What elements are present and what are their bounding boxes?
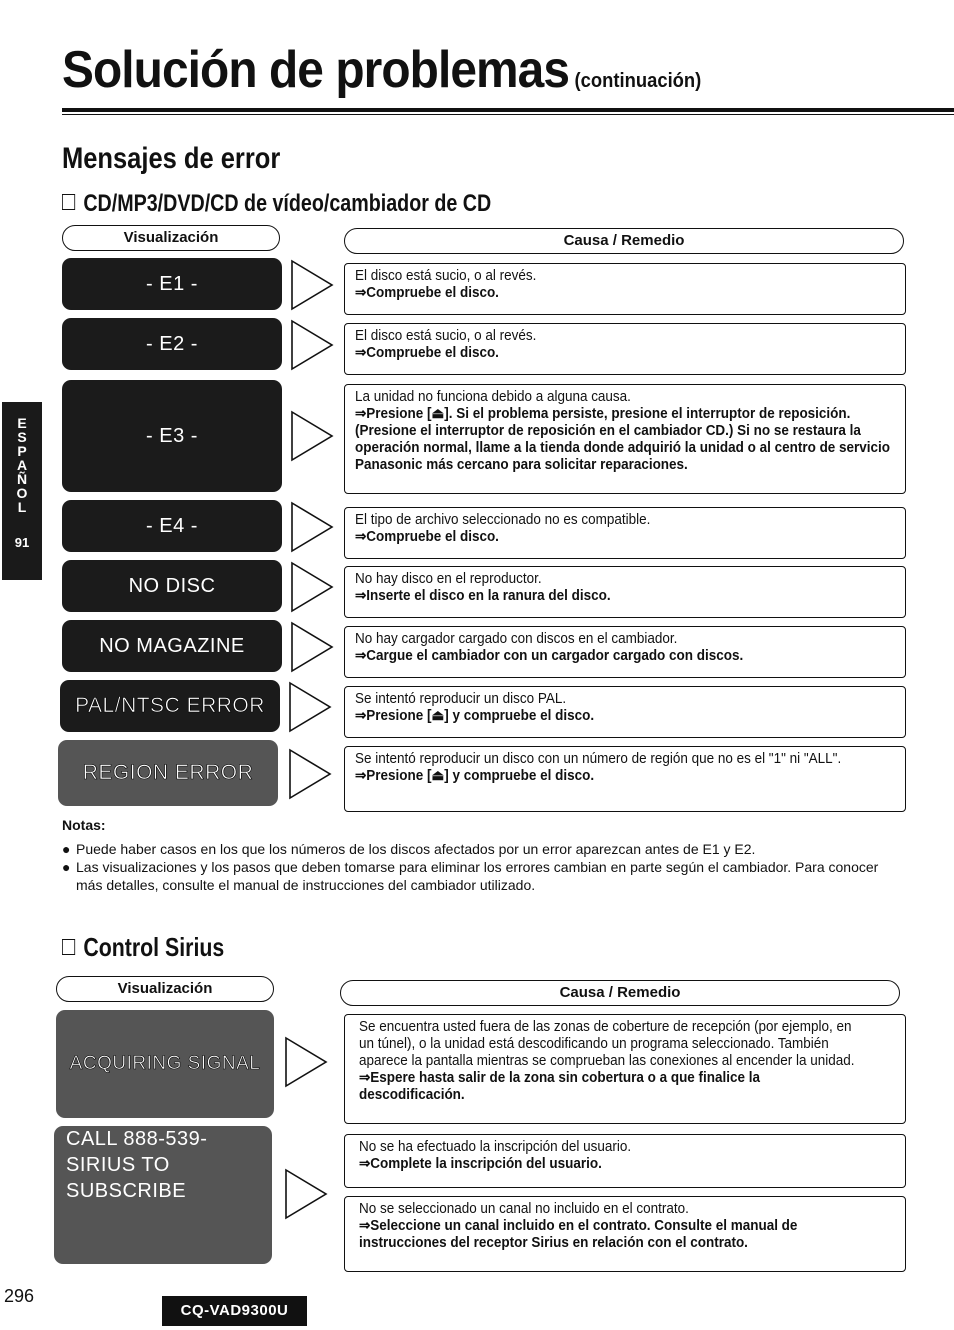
display-line: SUBSCRIBE bbox=[66, 1180, 187, 1202]
model-badge: CQ-VAD9300U bbox=[162, 1296, 307, 1326]
display-line: SIRIUS TO bbox=[66, 1154, 170, 1176]
checkbox-square-icon bbox=[62, 194, 75, 210]
cause-text: Se intentó reproducir un disco PAL. bbox=[355, 691, 567, 707]
column-header-cause: Causa / Remedio bbox=[344, 228, 904, 254]
remedy-text: ⇒Presione [⏏] y compruebe el disco. bbox=[355, 768, 595, 784]
remedy-text: ⇒Espere hasta salir de la zona sin cobertura o a que finalice la descodificación. bbox=[359, 1070, 761, 1103]
cause-box-channel-not-included bbox=[344, 1196, 906, 1272]
page-title: Solución de problemas (continuación) bbox=[62, 41, 702, 99]
arrow-right-icon bbox=[290, 410, 334, 462]
column-header-cause: Causa / Remedio bbox=[340, 980, 900, 1006]
section-heading-sirius: Control Sirius bbox=[62, 932, 224, 963]
cause-box-not-registered bbox=[344, 1134, 906, 1188]
arrow-right-icon bbox=[290, 501, 334, 553]
display-no-disc: NO DISC bbox=[62, 560, 282, 612]
display-e2: - E2 - bbox=[62, 318, 282, 370]
arrow-right-icon bbox=[284, 1168, 328, 1220]
display-acquiring-signal: ACQUIRING SIGNAL bbox=[56, 1010, 274, 1118]
cause-box-region-error bbox=[344, 746, 906, 812]
remedy-text: ⇒Presione [⏏]. Si el problema persiste, presione el interruptor de reposición. (Presione el interruptor de reposición en el cambiador CD.) Si no se restaura la operación normal, llame a la tienda donde adquirió la unidad o al centro de servicio Panasonic más cercano para solicitar reparaciones. bbox=[355, 406, 891, 473]
cause-box-acquiring-signal bbox=[344, 1014, 906, 1124]
cause-box-pal-ntsc bbox=[344, 686, 906, 738]
cause-text: El disco está sucio, o al revés. bbox=[355, 328, 537, 344]
display-e3: - E3 - bbox=[62, 380, 282, 492]
cause-text: No se seleccionado un canal no incluido en el contrato. bbox=[359, 1201, 689, 1217]
cause-box-e4 bbox=[344, 507, 906, 559]
side-tab-number: 91 bbox=[14, 535, 30, 550]
remedy-text: ⇒Complete la inscripción del usuario. bbox=[359, 1156, 602, 1172]
column-header-display: Visualización bbox=[62, 225, 280, 251]
cause-box-e2 bbox=[344, 323, 906, 375]
arrow-right-icon bbox=[290, 319, 334, 371]
arrow-right-icon bbox=[288, 748, 332, 800]
arrow-right-icon bbox=[288, 681, 332, 733]
notes-list bbox=[62, 840, 902, 894]
remedy-text: ⇒Compruebe el disco. bbox=[355, 285, 499, 301]
remedy-text: ⇒Cargue el cambiador con un cargador cargado con discos. bbox=[355, 648, 744, 664]
note-item: ● Puede haber casos en los que los números de los discos afectados por un error aparezcan antes de E1 y E2. bbox=[62, 841, 756, 857]
cause-box-e1 bbox=[344, 263, 906, 315]
display-call-sirius bbox=[54, 1126, 272, 1264]
cause-text: El tipo de archivo seleccionado no es compatible. bbox=[355, 512, 651, 528]
cause-text: La unidad no funciona debido a alguna causa. bbox=[355, 389, 631, 405]
language-side-tab bbox=[2, 402, 42, 580]
arrow-right-icon bbox=[290, 621, 334, 673]
cause-text: El disco está sucio, o al revés. bbox=[355, 268, 537, 284]
subsection-heading-cd: CD/MP3/DVD/CD de vídeo/cambiador de CD bbox=[62, 190, 491, 218]
cause-box-no-magazine bbox=[344, 626, 906, 678]
display-line: CALL 888-539- bbox=[66, 1128, 208, 1150]
title-rule-thin bbox=[62, 114, 954, 115]
display-region-error: REGION ERROR bbox=[58, 740, 278, 806]
cause-box-e3 bbox=[344, 384, 906, 494]
checkbox-square-icon bbox=[62, 939, 75, 955]
notes-title: Notas: bbox=[62, 817, 106, 833]
arrow-right-icon bbox=[290, 259, 334, 311]
section-heading-errors: Mensajes de error bbox=[62, 142, 281, 175]
arrow-right-icon bbox=[290, 561, 334, 613]
cause-box-no-disc bbox=[344, 566, 906, 618]
display-e1: - E1 - bbox=[62, 258, 282, 310]
page-number: 296 bbox=[4, 1286, 35, 1306]
remedy-text: ⇒Presione [⏏] y compruebe el disco. bbox=[355, 708, 595, 724]
cause-text: No hay cargador cargado con discos en el cambiador. bbox=[355, 631, 678, 647]
title-rule bbox=[62, 108, 954, 112]
display-e4: - E4 - bbox=[62, 500, 282, 552]
remedy-text: ⇒Inserte el disco en la ranura del disco. bbox=[355, 588, 611, 604]
display-pal-ntsc-error: PAL/NTSC ERROR bbox=[60, 680, 280, 732]
language-letters: E S P A Ñ O L bbox=[16, 415, 28, 515]
cause-text: Se intentó reproducir un disco con un número de región que no es el "1" ni "ALL". bbox=[355, 751, 842, 767]
remedy-text: ⇒Seleccione un canal incluido en el contrato. Consulte el manual de instrucciones del receptor Sirius en relación con el contrato. bbox=[359, 1218, 798, 1251]
cause-text: Se encuentra usted fuera de las zonas de coberture de recepción (por ejemplo, en un túnel), o la unidad está descodificando un programa seleccionado. También aparece la pantalla mientras se comprueban las conexiones al encender la unidad. bbox=[359, 1019, 855, 1069]
cause-text: No hay disco en el reproductor. bbox=[355, 571, 542, 587]
arrow-right-icon bbox=[284, 1036, 328, 1088]
column-header-display: Visualización bbox=[56, 976, 274, 1002]
remedy-text: ⇒Compruebe el disco. bbox=[355, 345, 499, 361]
page-title-suffix: (continuación) bbox=[574, 70, 702, 92]
cause-text: No se ha efectuado la inscripción del usuario. bbox=[359, 1139, 632, 1155]
display-no-magazine: NO MAGAZINE bbox=[62, 620, 282, 672]
note-item: ● Las visualizaciones y los pasos que deben tomarse para eliminar los errores cambian en parte según el cambiador. Para conocer más detalles, consulte el manual de instrucciones del cambiador utilizado. bbox=[62, 859, 879, 893]
remedy-text: ⇒Compruebe el disco. bbox=[355, 529, 499, 545]
